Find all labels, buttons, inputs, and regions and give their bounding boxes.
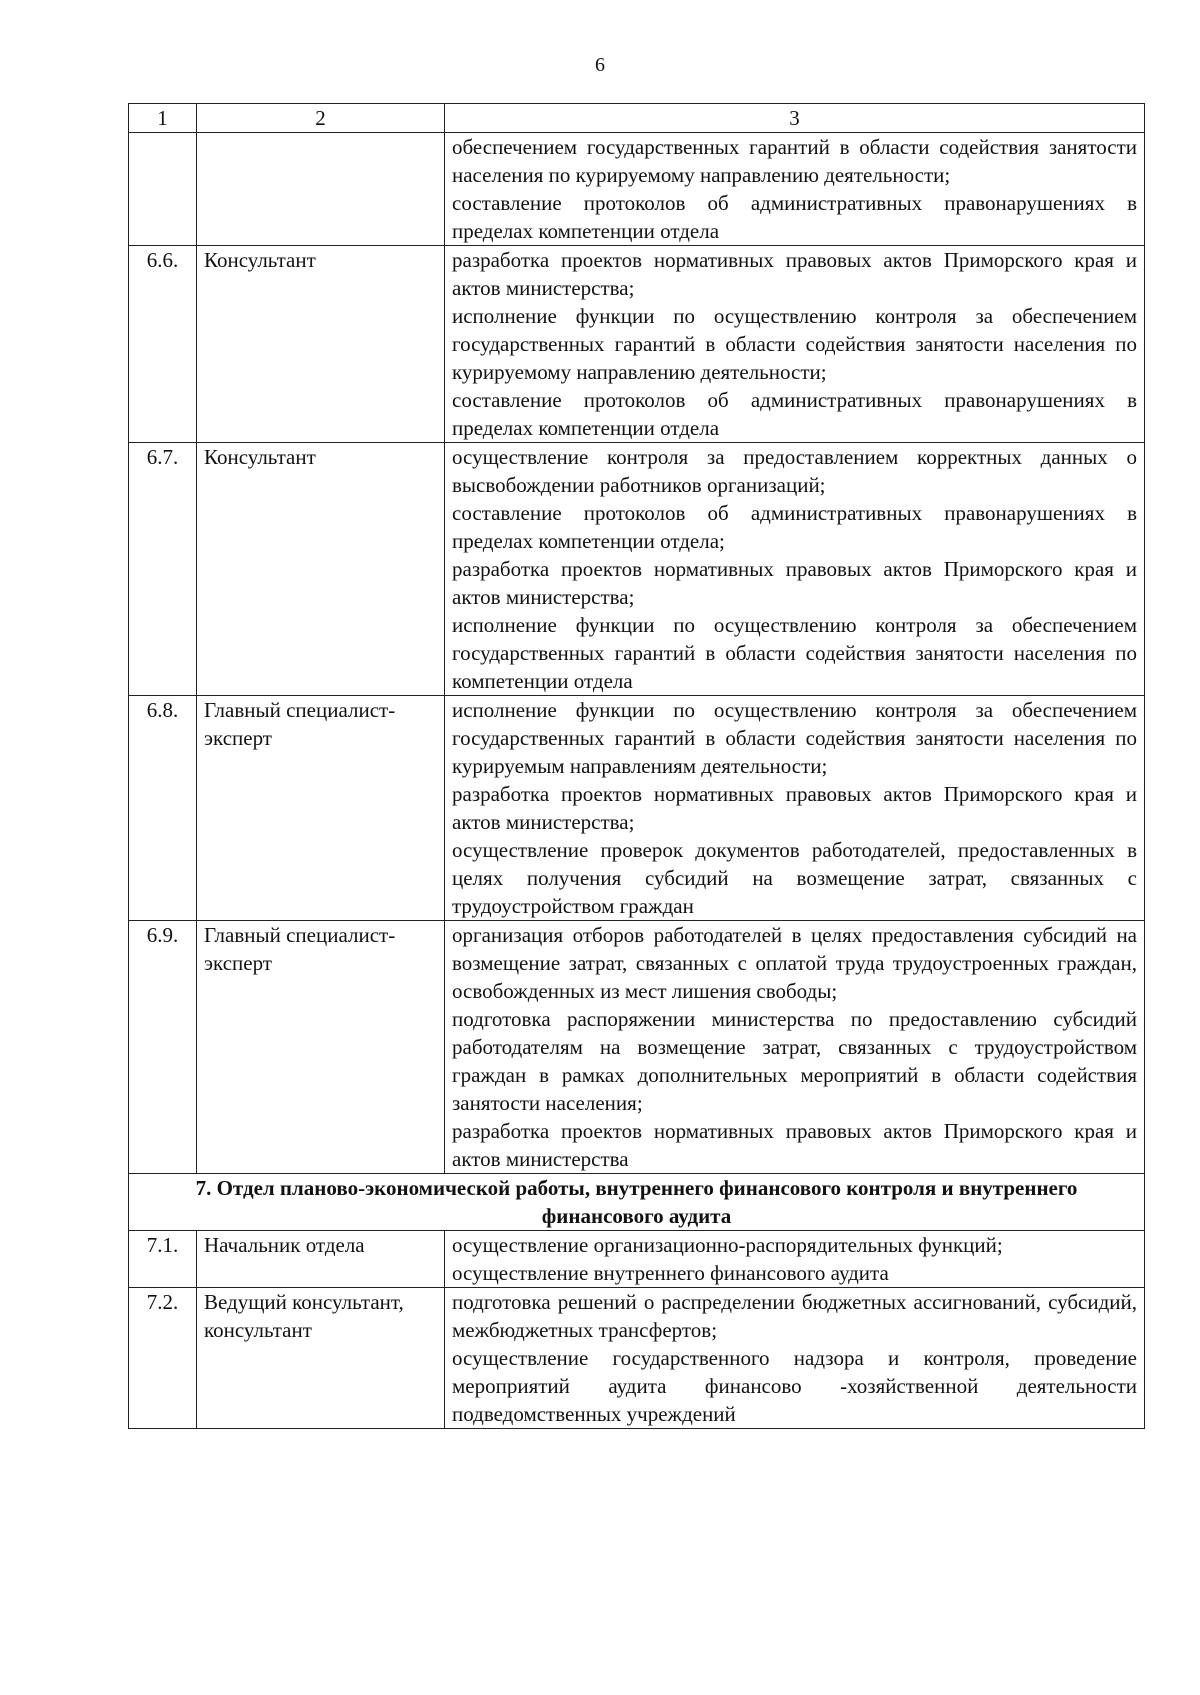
duties-table — [128, 103, 1145, 1429]
duty-item: обеспечением государственных гарантий в области содействия занятости населения по курируемому направлению деятельности; — [452, 135, 1137, 187]
duty-item: составление протоколов об административных правонарушениях в пределах компетенции отдела — [452, 388, 1137, 440]
table-row — [129, 1231, 1145, 1288]
duty-item: исполнение функции по осуществлению контроля за обеспечением государственных гарантий в области содействия занятости населения по компетенции отдела — [452, 613, 1137, 693]
table-row — [129, 1288, 1145, 1429]
duty-item: разработка проектов нормативных правовых актов Приморского края и актов министерства; — [452, 782, 1137, 834]
duty-item: подготовка решений о распределении бюджетных ассигнований, субсидий, межбюджетных трансфертов; — [452, 1290, 1137, 1342]
row-number: 6.8. — [129, 696, 197, 921]
position-title: Главный специалист-эксперт — [197, 696, 445, 921]
duty-item: осуществление внутреннего финансового аудита — [452, 1261, 889, 1285]
duty-item: составление протоколов об административных правонарушениях в пределах компетенции отдела; — [452, 501, 1137, 553]
table-row — [129, 921, 1145, 1174]
duties-cell — [445, 1231, 1145, 1288]
row-number — [129, 133, 197, 246]
row-number: 7.2. — [129, 1288, 197, 1429]
duty-item: исполнение функции по осуществлению контроля за обеспечением государственных гарантий в области содействия занятости населения по курируемому направлению деятельности; — [452, 304, 1137, 384]
duty-item: осуществление организационно-распорядительных функций; — [452, 1233, 1003, 1257]
row-number: 6.6. — [129, 246, 197, 443]
table-row — [129, 133, 1145, 246]
duty-item: разработка проектов нормативных правовых актов Приморского края и актов министерства — [452, 1119, 1137, 1171]
position-title: Главный специалист-эксперт — [197, 921, 445, 1174]
duty-item: осуществление контроля за предоставлением корректных данных о высвобождении работников организаций; — [452, 445, 1137, 497]
row-number: 7.1. — [129, 1231, 197, 1288]
position-title: Ведущий консультант, консультант — [197, 1288, 445, 1429]
position-title: Консультант — [197, 246, 445, 443]
table-row — [129, 246, 1145, 443]
position-title: Начальник отдела — [197, 1231, 445, 1288]
duties-cell — [445, 443, 1145, 696]
column-header-1: 1 — [129, 104, 197, 133]
row-number: 6.7. — [129, 443, 197, 696]
table-row — [129, 696, 1145, 921]
position-title: Консультант — [197, 443, 445, 696]
duties-cell — [445, 133, 1145, 246]
duty-item: исполнение функции по осуществлению контроля за обеспечением государственных гарантий в области содействия занятости населения по курируемым направлениям деятельности; — [452, 698, 1137, 778]
position-title — [197, 133, 445, 246]
table-row — [129, 443, 1145, 696]
section-heading-row — [129, 1174, 1145, 1231]
column-header-3: 3 — [445, 104, 1145, 133]
page-number: 6 — [595, 54, 605, 76]
duty-item: осуществление проверок документов работодателей, предоставленных в целях получения субсидий на возмещение затрат, связанных с трудоустройством граждан — [452, 838, 1137, 918]
duty-item: разработка проектов нормативных правовых актов Приморского края и актов министерства; — [452, 248, 1137, 300]
duties-cell — [445, 921, 1145, 1174]
table-header-row — [129, 104, 1145, 133]
duty-item: подготовка распоряжении министерства по предоставлению субсидий работодателям на возмещение затрат, связанных с трудоустройством граждан в рамках дополнительных мероприятий в области содействия занятости населения; — [452, 1007, 1137, 1115]
duties-cell — [445, 246, 1145, 443]
duty-item: составление протоколов об административных правонарушениях в пределах компетенции отдела — [452, 191, 1137, 243]
duty-item: организация отборов работодателей в целях предоставления субсидий на возмещение затрат, связанных с оплатой труда трудоустроенных граждан, освобожденных из мест лишения свободы; — [452, 923, 1137, 1003]
column-header-2: 2 — [197, 104, 445, 133]
section-title: 7. Отдел планово-экономической работы, внутреннего финансового контроля и внутреннего финансового аудита — [129, 1174, 1145, 1231]
duties-cell — [445, 1288, 1145, 1429]
duty-item: разработка проектов нормативных правовых актов Приморского края и актов министерства; — [452, 557, 1137, 609]
duties-cell — [445, 696, 1145, 921]
row-number: 6.9. — [129, 921, 197, 1174]
duty-item: осуществление государственного надзора и контроля, проведение мероприятий аудита финансово -хозяйственной деятельности подведомственных учреждений — [452, 1346, 1137, 1426]
